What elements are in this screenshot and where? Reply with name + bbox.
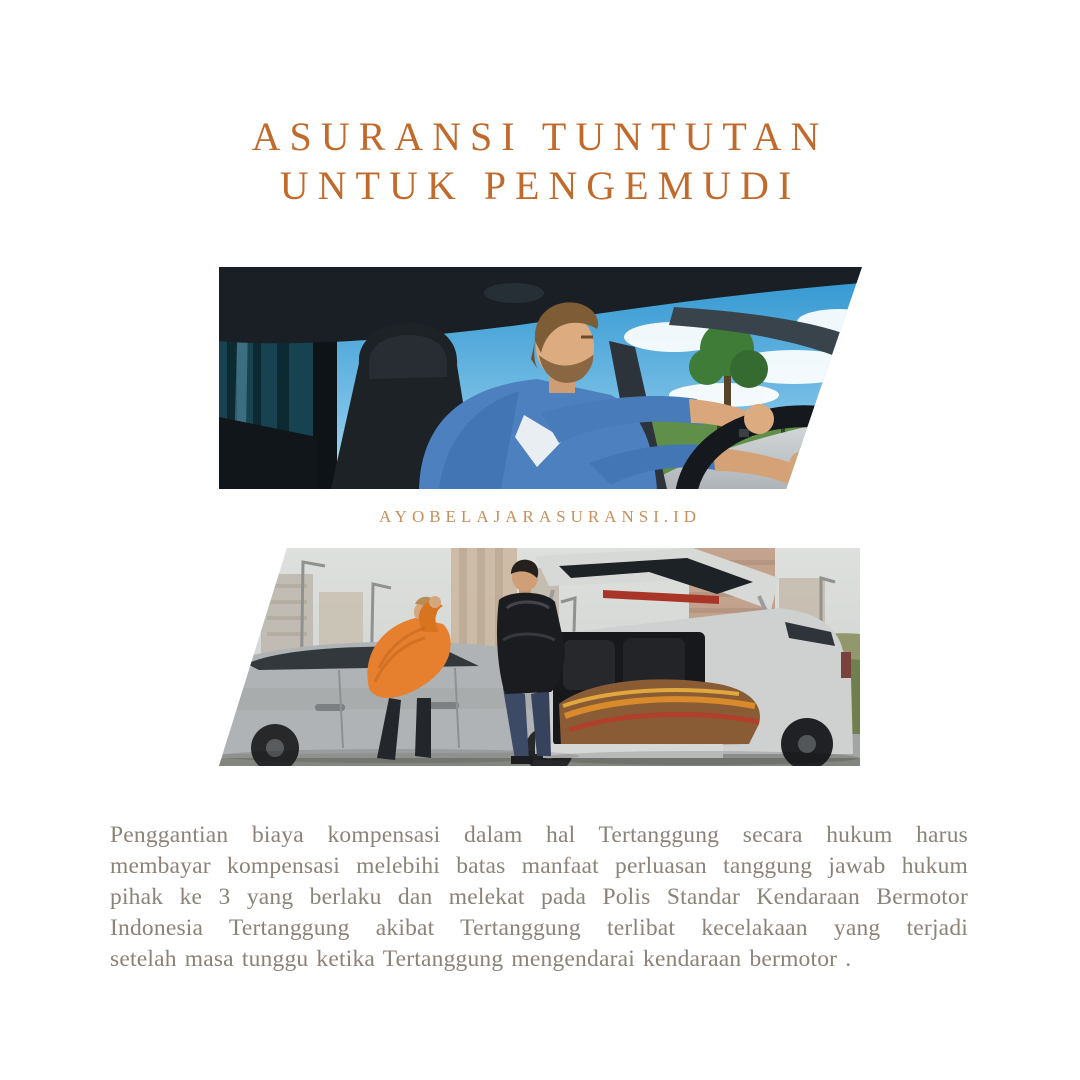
page-title [0, 112, 1080, 210]
title-line-2: UNTUK PENGEMUDI [279, 163, 801, 208]
body-paragraph [110, 820, 968, 975]
driver-photo [219, 267, 862, 489]
driver-photo-illustration [219, 267, 862, 489]
car-shadow [539, 751, 859, 765]
paragraph-line: pihak ke 3 yang berlaku dan melekat pada Polis Standar Kendaraan Bermotor [110, 884, 968, 910]
accident-photo [219, 548, 860, 766]
paragraph-line: Penggantian biaya kompensasi dalam hal Tertanggung secara hukum harus [110, 822, 968, 848]
website-handle: AYOBELAJARASURANSI.ID [378, 507, 702, 526]
accident-photo-illustration [219, 548, 860, 766]
title-line-1: ASURANSI TUNTUTAN [251, 114, 829, 159]
paragraph-line: Indonesia Tertanggung akibat Tertanggung terlibat kecelakaan yang terjadi [110, 915, 968, 941]
paragraph-line: setelah masa tunggu ketika Tertanggung mengendarai kendaraan bermotor . [110, 946, 852, 972]
paragraph-line: membayar kompensasi melebihi batas manfaat perluasan tanggung jawab hukum [110, 853, 968, 879]
